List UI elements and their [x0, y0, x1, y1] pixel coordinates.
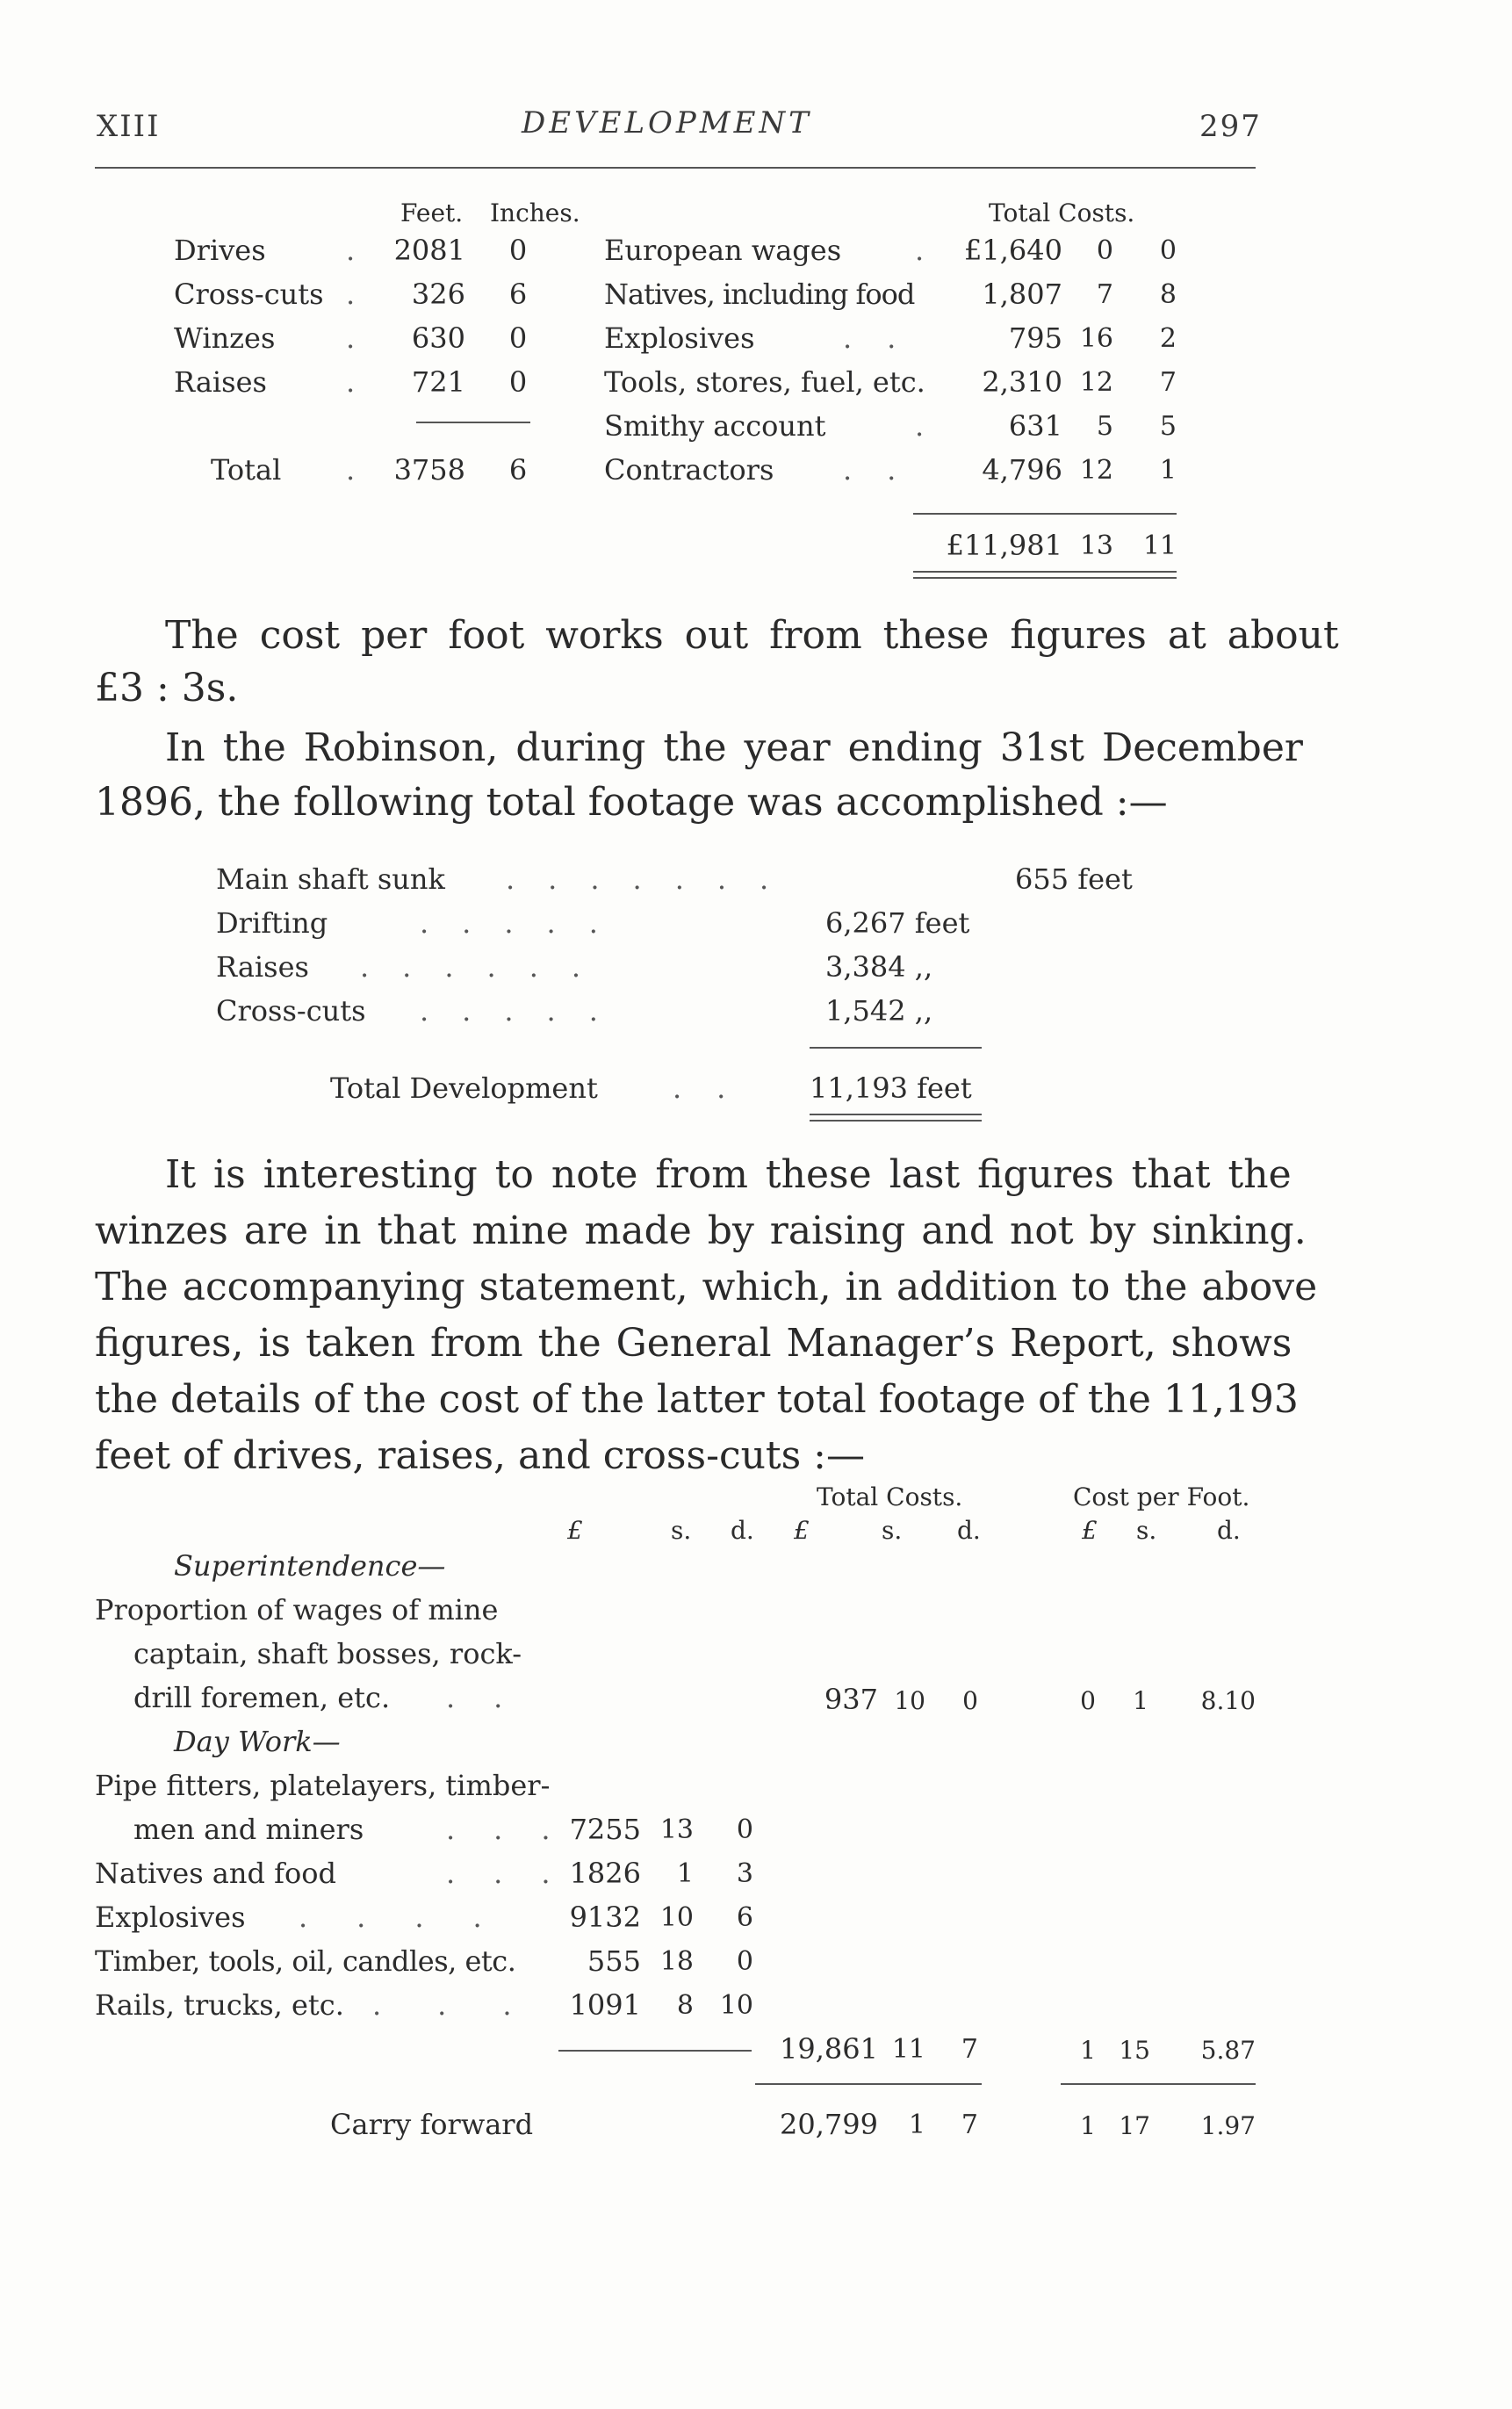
feet-total: 3758: [393, 453, 465, 487]
pence-value: 0: [1159, 235, 1177, 266]
pounds-value: 4,796: [982, 453, 1062, 487]
pence-value: 5: [1159, 411, 1177, 442]
day-work-shillings: 18: [659, 1946, 694, 1977]
footage-label: Cross-cuts: [216, 994, 366, 1028]
col-d: d.: [1217, 1516, 1241, 1545]
paragraph-line: In the Robinson, during the year ending 31st December: [165, 725, 1303, 770]
shillings-value: 12: [1079, 367, 1113, 398]
leader-dots: .....: [420, 994, 631, 1028]
grand-total-pounds: £11,981: [946, 529, 1062, 562]
cost-label: Explosives: [604, 321, 755, 355]
superintendence-pence: 0: [962, 1686, 978, 1715]
shillings-value: 12: [1079, 455, 1113, 486]
inches-value: 0: [508, 365, 528, 399]
leader-dot: .: [346, 365, 356, 399]
day-work-total-pounds: 19,861: [780, 2032, 878, 2066]
col-feet-header: Feet.: [400, 198, 464, 227]
footage-label: Main shaft sunk: [216, 862, 445, 896]
pence-value: 8: [1159, 279, 1177, 310]
running-title: DEVELOPMENT: [522, 105, 812, 141]
pence-value: 2: [1159, 323, 1177, 354]
cost-per-foot-header: Cost per Foot.: [1073, 1482, 1250, 1511]
footage-value: 1,542 ,,: [825, 994, 933, 1028]
day-work-label: Natives and food: [95, 1857, 336, 1890]
leader-dots: ....: [299, 1901, 531, 1934]
pounds-value: 795: [1008, 321, 1062, 355]
leader-dot: .: [915, 234, 925, 267]
carry-total-pence: 7: [961, 2110, 978, 2140]
superintendence-line: drill foremen, etc.: [133, 1681, 391, 1714]
footage-total-rule: [810, 1047, 982, 1049]
footage-total-label: Total Development: [330, 1071, 598, 1105]
shillings-value: 0: [1096, 235, 1113, 266]
carry-forward-label: Carry forward: [330, 2108, 534, 2141]
paragraph-line: It is interesting to note from these last figures that the: [165, 1152, 1292, 1197]
col-s: s.: [882, 1516, 903, 1545]
inches-value: 0: [508, 234, 528, 267]
cost-label: Contractors: [604, 453, 774, 487]
day-work-pence: 3: [736, 1858, 753, 1889]
per-foot-pounds: 1: [1080, 2036, 1096, 2065]
col-inches-header: Inches.: [490, 198, 580, 227]
footage-total-value: 11,193 feet: [810, 1071, 972, 1105]
cost-label: Smithy account: [604, 409, 826, 443]
inches-value: 0: [508, 321, 528, 355]
col-s: s.: [671, 1516, 692, 1545]
row-label: Cross-cuts: [174, 278, 324, 311]
day-work-pounds: 1091: [569, 1988, 641, 2022]
leader-dot: .: [346, 234, 356, 267]
pence-value: 1: [1159, 455, 1177, 486]
pounds-value: 1,807: [982, 278, 1062, 311]
per-foot-shillings: 15: [1119, 2036, 1150, 2065]
leader-dots: .....: [420, 906, 631, 940]
grand-total-double-rule-top: [913, 571, 1177, 573]
total-costs-header: Total Costs.: [817, 1482, 963, 1511]
day-work-pence: 10: [719, 1990, 753, 2021]
row-label: Winzes: [174, 321, 276, 355]
superintendence-line: captain, shaft bosses, rock-: [133, 1637, 522, 1670]
leader-dots: ......: [360, 950, 615, 984]
footage-outer-value: 655 feet: [1015, 862, 1133, 896]
footage-double-rule-bottom: [810, 1120, 982, 1122]
page-number: 297: [1199, 109, 1262, 144]
leader-dots: ...: [446, 1857, 589, 1890]
shillings-value: 16: [1079, 323, 1113, 354]
day-work-pence: 6: [736, 1902, 753, 1933]
cost-total-rule: [913, 513, 1177, 515]
col-pound: £: [794, 1516, 810, 1545]
day-work-pounds: 7255: [569, 1813, 641, 1846]
leader-dots: ..: [843, 453, 932, 487]
paragraph-line: winzes are in that mine made by raising and not by sinking.: [95, 1208, 1307, 1253]
day-work-total-pence: 7: [961, 2034, 978, 2065]
pounds-value: 2,310: [982, 365, 1062, 399]
leader-dots: ..: [673, 1071, 761, 1105]
grand-total-shillings: 13: [1079, 530, 1113, 561]
paragraph-line: figures, is taken from the General Manager’s Report, shows: [95, 1321, 1292, 1366]
leader-dots: ..: [843, 321, 932, 355]
col-pound: £: [1082, 1516, 1098, 1545]
paragraph-line: the details of the cost of the latter total footage of the 11,193: [95, 1377, 1299, 1422]
leader-dot: .: [915, 409, 925, 443]
day-work-heading: Day Work—: [174, 1725, 341, 1758]
cost-label: Tools, stores, fuel, etc.: [604, 365, 925, 399]
day-work-subtotal-rule: [558, 2050, 752, 2052]
day-work-shillings: 8: [676, 1990, 694, 2021]
day-work-shillings: 10: [659, 1902, 694, 1933]
day-work-pence: 0: [736, 1946, 753, 1977]
leader-dots: .......: [506, 862, 803, 896]
row-label: Raises: [174, 365, 267, 399]
carry-per-foot-pence: 1.97: [1200, 2111, 1256, 2140]
shillings-value: 7: [1096, 279, 1113, 310]
per-foot-pence: 8.10: [1200, 1686, 1256, 1715]
col-d: d.: [731, 1516, 754, 1545]
leader-dot: .: [346, 278, 356, 311]
leader-dots: ...: [372, 1988, 568, 2022]
day-work-pence: 0: [736, 1814, 753, 1845]
leader-dot: .: [346, 453, 356, 487]
day-work-shillings: 1: [676, 1858, 694, 1889]
superintendence-heading: Superintendence—: [174, 1549, 446, 1583]
paragraph-line: feet of drives, raises, and cross-cuts :—: [95, 1433, 865, 1478]
feet-value: 721: [411, 365, 465, 399]
feet-total-rule: [416, 422, 530, 423]
inches-total: 6: [508, 453, 528, 487]
feet-value: 326: [411, 278, 465, 311]
cost-label: European wages: [604, 234, 842, 267]
per-foot-shillings: 1: [1133, 1686, 1148, 1715]
shillings-value: 5: [1096, 411, 1113, 442]
day-work-label: Explosives: [95, 1901, 246, 1934]
chapter-number: XIII: [97, 109, 161, 144]
header-rule: [95, 167, 1256, 169]
col-s: s.: [1136, 1516, 1157, 1545]
grand-total-double-rule-bottom: [913, 577, 1177, 579]
inches-value: 6: [508, 278, 528, 311]
day-work-label: Rails, trucks, etc.: [95, 1988, 344, 2022]
paragraph-line: The accompanying statement, which, in addition to the above: [95, 1265, 1318, 1309]
day-work-total-shillings: 11: [891, 2034, 925, 2065]
superintendence-shillings: 10: [894, 1686, 925, 1715]
carry-total-shillings: 1: [908, 2110, 925, 2140]
superintendence-pounds: 937: [824, 1683, 878, 1716]
paragraph-line: £3 : 3s.: [95, 666, 239, 710]
feet-value: 630: [411, 321, 465, 355]
leader-dots: ...: [446, 1813, 589, 1846]
carry-per-foot-shillings: 17: [1119, 2111, 1150, 2140]
col-d: d.: [957, 1516, 981, 1545]
cost-label: Natives, including food: [604, 278, 915, 311]
feet-value: 2081: [393, 234, 465, 267]
day-work-intro: Pipe fitters, platelayers, timber-: [95, 1769, 551, 1802]
per-foot-pence: 5.87: [1200, 2036, 1256, 2065]
grand-total-pence: 11: [1142, 530, 1177, 561]
footage-double-rule-top: [810, 1114, 982, 1115]
footage-label: Raises: [216, 950, 309, 984]
carry-per-foot-pounds: 1: [1080, 2111, 1096, 2140]
leader-dots: ..: [446, 1681, 542, 1714]
footage-value: 3,384 ,,: [825, 950, 933, 984]
day-work-label: Timber, tools, oil, candles, etc.: [95, 1944, 516, 1978]
pounds-value: 631: [1008, 409, 1062, 443]
paragraph-line: 1896, the following total footage was accomplished :—: [95, 780, 1168, 825]
col-total-costs-header: Total Costs.: [989, 198, 1135, 227]
day-work-pounds: 1826: [569, 1857, 641, 1890]
row-label: Drives: [174, 234, 266, 267]
footage-value: 6,267 feet: [825, 906, 970, 940]
pounds-value: £1,640: [964, 234, 1062, 267]
day-work-pounds: 555: [587, 1944, 641, 1978]
day-work-label: men and miners: [133, 1813, 364, 1846]
carry-total-pounds: 20,799: [780, 2108, 878, 2141]
paragraph-line: The cost per foot works out from these figures at about: [165, 613, 1339, 658]
pence-value: 7: [1159, 367, 1177, 398]
leader-dot: .: [346, 321, 356, 355]
col-pound: £: [567, 1516, 583, 1545]
total-label: Total: [211, 453, 282, 487]
footage-label: Drifting: [216, 906, 328, 940]
day-work-shillings: 13: [659, 1814, 694, 1845]
per-foot-pounds: 0: [1080, 1686, 1096, 1715]
carry-per-foot-rule: [1061, 2083, 1256, 2085]
superintendence-line: Proportion of wages of mine: [95, 1593, 499, 1626]
day-work-pounds: 9132: [569, 1901, 641, 1934]
carry-total-rule: [755, 2083, 982, 2085]
